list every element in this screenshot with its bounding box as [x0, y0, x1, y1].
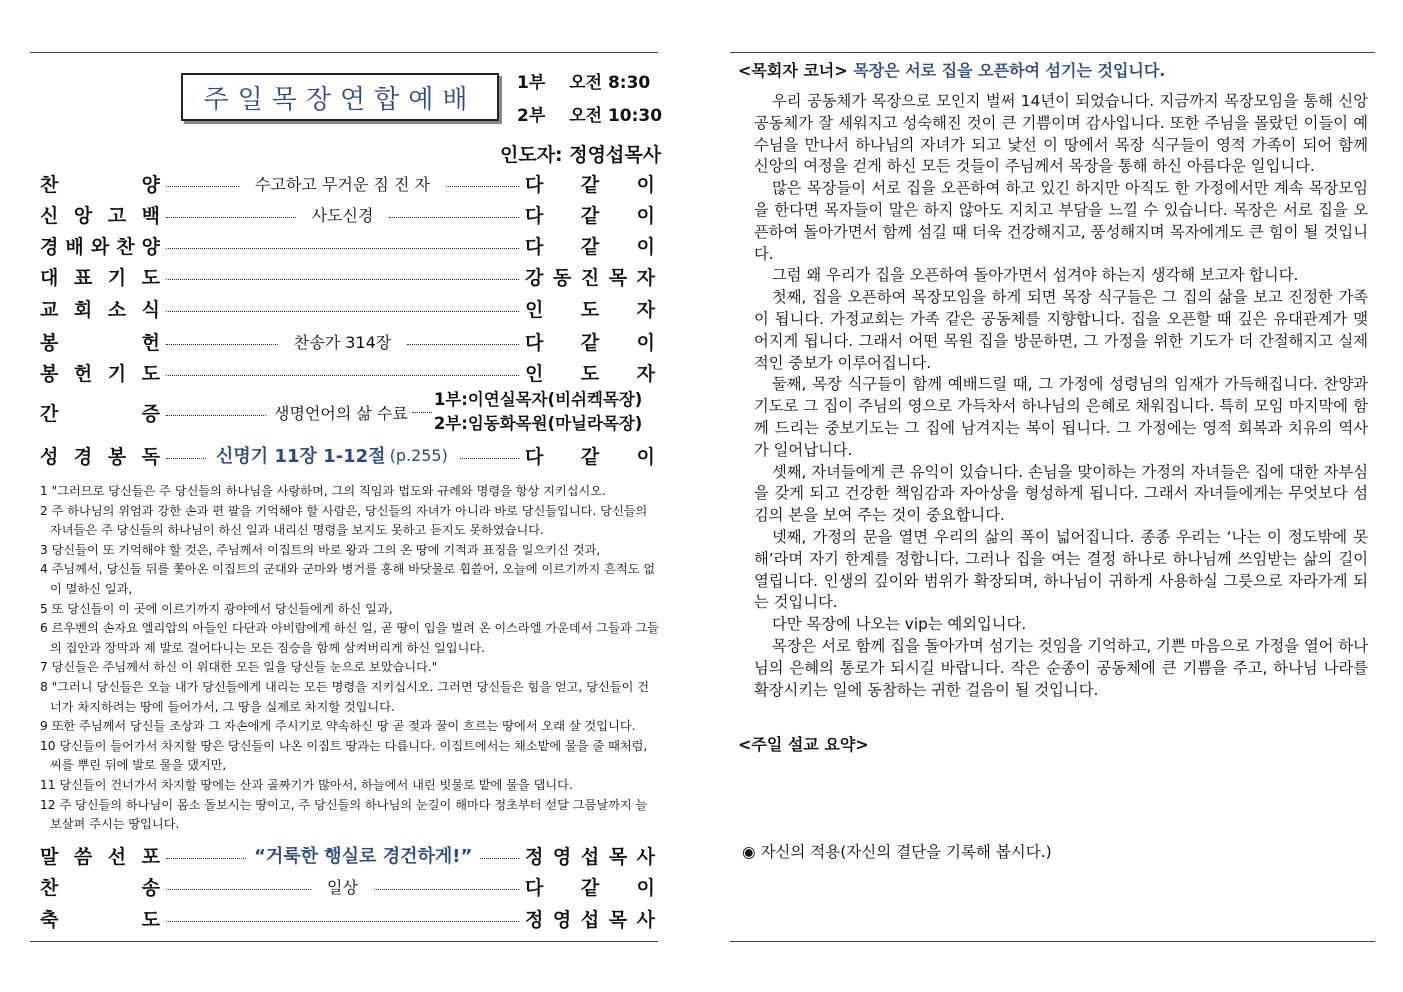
- order-row: [40, 871, 655, 901]
- order-performer: 인 도 자: [525, 362, 655, 385]
- order-performer: 다 같 이: [525, 876, 655, 899]
- verse: 3 당신들이 또 기억해야 할 것은, 주님께서 이집트의 바로 왕과 그의 온 땅에 기적과 표징을 일으키신 것과,: [40, 542, 601, 557]
- corner-heading: [738, 58, 1368, 81]
- order-label: 봉 헌: [40, 331, 160, 354]
- verse: 2 주 하나님의 위엄과 강한 손과 편 팔을 기억해야 할 사람은, 당신들의 자녀가 아니라 바로 당신들입니다. 당신들의 자녀들은 주 당신들의 하나님이 하신 일과 내리신 명령을 보지도 못하고 듣지도 못하였습니다.: [40, 503, 648, 538]
- verse: 6 르우벤의 손자요 엘리압의 아들인 다단과 아비람에게 하신 일, 곧 땅이 입을 벌려 온 이스라엘 가운데서 그들과 그들의 집안과 장막과 제 발로 걸어다니는 모든 짐승을 함께 삼켜버리게 하신 일입니다.: [40, 621, 660, 655]
- order-middle: 찬송가 314장: [293, 332, 392, 352]
- order-performer: 다 같 이: [525, 445, 655, 468]
- top-rule-right: [730, 52, 1375, 53]
- corner-paragraph: 첫째, 집을 오픈하여 목장모임을 하게 되면 목장 식구들은 그 집의 삶을 보고 진정한 가족이 됩니다. 가정교회는 가족 같은 공동체를 지향합니다. 집을 오픈할 때 깊은 유대관계가 맺어지게 됩니다. 그래서 어떤 목원 집을 방문하면, 그 가정을 위한 기도가 더 간절해지고 실제적인 중보가 이루어집니다.: [754, 288, 1368, 372]
- order-label: 성 경 봉 독: [40, 445, 160, 468]
- order-label: 대 표 기 도: [40, 266, 160, 289]
- corner-paragraph: 목장은 서로 함께 집을 돌아가며 섬기는 것임을 기억하고, 기쁜 마음으로 가정을 열어 하나님의 은혜의 통로가 되시길 바랍니다. 작은 순종이 공동체에 큰 기쁨을 주고, 하나님 나라를 확장시키는 일에 동참하는 귀한 걸음이 될 것입니다.: [754, 636, 1368, 699]
- corner-paragraph: 그럼 왜 우리가 집을 오픈하여 돌아가면서 섬겨야 하는지 생각해 보고자 합니다.: [772, 266, 1299, 285]
- order-performer: 다 같 이: [525, 173, 655, 196]
- application-label: ◉ 자신의 적용(자신의 결단을 기록해 봅시다.): [742, 843, 1052, 861]
- order-row: [40, 168, 655, 198]
- sermon-title: “거룩한 행실로 경건하게!”: [254, 846, 473, 867]
- order-label: 찬 양: [40, 173, 160, 196]
- corner-paragraph: 셋째, 자녀들에게 큰 유익이 있습니다. 손님을 맞이하는 가정의 자녀들은 집에 대한 자부심을 갖게 되고 건강한 책임감과 자아상을 형성하게 됩니다. 그래서 자녀들에게는 무엇보다 섬김의 본을 보여 주는 것이 중요합니다.: [754, 462, 1368, 525]
- verse: 8 "그러니 당신들은 오늘 내가 당신들에게 내리는 모든 명령을 지키십시오. 그러면 당신들은 힘을 얻고, 당신들이 건너가 차지하려는 땅에 들어가서, 그 땅을 실제로 차지할 것입니다.: [40, 679, 650, 714]
- order-performer: 정 영 섭 목 사: [525, 845, 655, 868]
- order-row: [40, 326, 655, 356]
- order-performer: 정 영 섭 목 사: [525, 908, 655, 931]
- service-time-1: 1부 오전 8:30: [517, 73, 651, 93]
- bottom-rule-right: [730, 941, 1375, 942]
- order-label: 교 회 소 식: [40, 298, 160, 321]
- sermon-summary-label: <주일 설교 요약>: [738, 735, 869, 754]
- order-label: 말 씀 선 포: [40, 845, 160, 868]
- order-row: [40, 293, 655, 323]
- order-performer: 강 동 진 목 자: [525, 266, 655, 289]
- corner-label: <목회자 코너>: [738, 61, 848, 80]
- corner-title: 목장은 서로 집을 오픈하여 섬기는 것입니다.: [853, 61, 1166, 80]
- corner-paragraph: 다만 목장에 나오는 vip는 예외입니다.: [772, 615, 1027, 634]
- order-row: [40, 261, 655, 291]
- order-label: 경 배 와 찬 양: [40, 235, 160, 258]
- order-label: 신 앙 고 백: [40, 204, 160, 227]
- order-row: [40, 199, 655, 229]
- order-row: [40, 230, 655, 260]
- testimony-performer-2: 2부:임동화목원(마닐라목장): [433, 414, 643, 433]
- scripture-page: (p.255): [389, 445, 448, 465]
- order-middle: 생명언어의 삶 수료: [274, 403, 408, 423]
- order-performer: 인 도 자: [525, 298, 655, 321]
- verse: 9 또한 주님께서 당신들 조상과 그 자손에게 주시기로 약속하신 땅 곧 젖과 꿀이 흐르는 땅에서 오래 살 것입니다.: [40, 719, 636, 734]
- order-label: 찬 송: [40, 876, 160, 899]
- verse: 7 당신들은 주님께서 하신 이 위대한 모든 일을 당신들 눈으로 보았습니다.": [40, 660, 438, 675]
- service-time-2: 2부 오전 10:30: [517, 106, 663, 126]
- verse: 11 당신들이 건너가서 차지할 땅에는 산과 골짜기가 많아서, 하늘에서 내린 빗물로 밭에 물을 댑니다.: [40, 777, 573, 792]
- pastor-corner: [738, 58, 1368, 701]
- worship-title: 주일목장연합예배: [203, 84, 477, 115]
- bottom-rule-left: [30, 941, 658, 942]
- worship-title-box: [181, 73, 499, 121]
- order-row: [40, 903, 655, 933]
- corner-paragraph: 많은 목장들이 서로 집을 오픈하여 하고 있긴 하지만 아직도 한 가정에서만 계속 목장모임을 한다면 목자들이 말은 하지 않아도 지치고 부담을 느낄 수 있습니다. 목장은 서로 집을 오픈하여 돌아가면서 함께 섬길 때 더욱 건강해지고, 풍성해지며 목자에게도 큰 힘이 될 것입니다.: [754, 179, 1368, 263]
- verse: 5 또 당신들이 이 곳에 이르기까지 광야에서 당신들에게 하신 일과,: [40, 601, 393, 616]
- corner-paragraph: 우리 공동체가 목장으로 모인지 벌써 14년이 되었습니다. 지금까지 목장모임을 통해 신앙 공동체가 잘 세워지고 성숙해진 것이 큰 기쁨이며 감사입니다. 또한 주님을 몰랐던 이들이 예수님을 만나서 하나님의 자녀가 되고 낯선 이 땅에서 목장 식구들이 영적 가족이 되어 함께 신앙의 여정을 걷게 하신 모든 것들이 주님께서 목장을 통해 하신 아름다운 일입니다.: [754, 92, 1368, 176]
- testimony-performer-1: 1부:이연실목자(비쉬켁목장): [433, 390, 643, 409]
- corner-body: [738, 91, 1368, 701]
- order-performer: 다 같 이: [525, 331, 655, 354]
- corner-paragraph: 넷째, 가정의 문을 열면 우리의 삶의 폭이 넓어집니다. 종종 우리는 ‘나는 이 정도밖에 못 해’라며 자기 한계를 정합니다. 그러나 집을 여는 결정 하나로 하나님께 쓰임받는 삶의 길이 열립니다. 인생의 깊이와 범위가 확장되며, 하나님이 귀하게 사용하실 그릇으로 자라가게 되는 것입니다.: [754, 527, 1368, 612]
- order-label: 축 도: [40, 908, 160, 931]
- order-middle: 수고하고 무거운 짐 진 자: [255, 174, 430, 194]
- leader: 인도자: 정영섭목사: [500, 144, 662, 166]
- order-middle: 사도신경: [311, 205, 374, 225]
- order-row-scripture: [40, 440, 655, 470]
- verse: 12 주 당신들의 하나님이 몸소 돌보시는 땅이고, 주 당신들의 하나님의 눈길이 해마다 정초부터 섣달 그믐날까지 늘 보살펴 주시는 땅입니다.: [40, 797, 648, 832]
- order-label: 봉 헌 기 도: [40, 362, 160, 385]
- verse: 10 당신들이 들어가서 차지할 땅은 당신들이 나온 이집트 땅과는 다릅니다. 이집트에서는 채소밭에 물을 줄 때처럼, 씨를 뿌린 뒤에 발로 물을 댔지만,: [40, 738, 648, 773]
- order-label: 간 증: [40, 402, 160, 425]
- top-rule-left: [30, 52, 658, 53]
- order-row: [40, 357, 655, 387]
- corner-paragraph: 둘째, 목장 식구들이 함께 예배드릴 때, 그 가정에 성령님의 임재가 가득해집니다. 찬양과 기도로 그 집이 주님의 영으로 가득차서 하나님의 은혜로 채워집니다. 특히 모임 마지막에 함께 드리는 중보기도는 그 집에 남겨지는 복이 됩니다. 그 가정에는 영적 회복과 치유의 역사가 일어납니다.: [754, 375, 1368, 459]
- scripture-verses: [40, 482, 660, 835]
- order-row-testimony: [40, 386, 655, 438]
- verse: 1 "그러므로 당신들은 주 당신들의 하나님을 사랑하며, 그의 직임과 법도와 규례와 명령을 항상 지키십시오.: [40, 484, 606, 498]
- scripture-reference: 신명기 11장 1-12절: [216, 446, 386, 467]
- order-middle: 일상: [327, 877, 358, 897]
- order-performer: 다 같 이: [525, 204, 655, 227]
- order-performer: 다 같 이: [525, 235, 655, 258]
- order-row-sermon: [40, 840, 655, 870]
- verse: 4 주님께서, 당신들 뒤를 쫓아온 이집트의 군대와 군마와 병거를 홍해 바닷물로 휩쓸어, 오늘에 이르기까지 흔적도 없이 멸하신 일과,: [40, 562, 656, 596]
